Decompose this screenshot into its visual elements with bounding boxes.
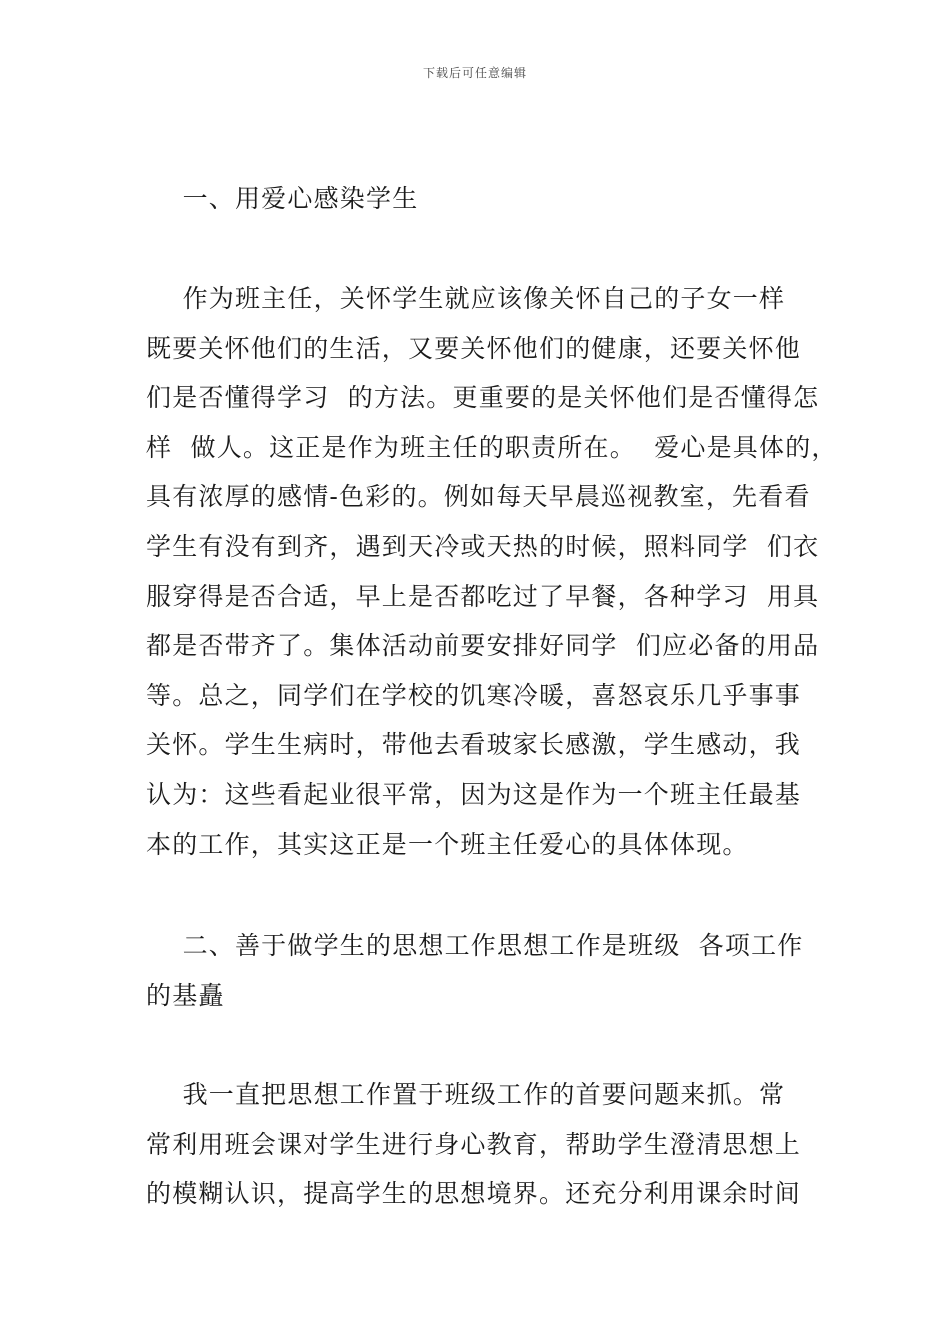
text-line: 作为班主任，关怀学生就应该像关怀自己的子女一样 [146,284,786,313]
paragraph-1 [146,274,838,869]
text-line: 样 做人。这正是作为班主任的职责所在。 爱心是具体的， [146,432,838,462]
paragraph-2 [146,1070,816,1219]
text-line: 常利用班会课对学生进行身心教育，帮助学生澄清思想上 [146,1129,802,1159]
text-line: 们是否懂得学习 的方法。更重要的是关怀他们是否懂得怎 [146,383,820,413]
text-line: 学生有没有到齐，遇到天冷或天热的时候，照料同学 们衣 [146,531,820,561]
section-heading-1 [146,174,816,224]
page-header: 下载后可任意编辑 [422,66,527,80]
text-line: 等。总之，同学们在学校的饥寒冷暖，喜怒哀乐几乎事事 [146,680,802,710]
text-line: 具有浓厚的感情-色彩的。例如每天早晨巡视教室，先看看 [146,482,811,512]
text-line: 二、善于做学生的思想工作思想工作是班级 各项工作 [146,931,804,960]
section-heading-2 [146,921,816,1020]
text-line: 认为：这些看起业很平常，因为这是作为一个班主任最基 [146,779,802,809]
text-line: 本的工作，其实这正是一个班主任爱心的具体体现。 [146,829,749,859]
text-line: 既要关怀他们的生活，又要关怀他们的健康，还要关怀他 [146,333,802,363]
text-line: 的基矗 [146,980,225,1010]
text-line: 服穿得是否合适，早上是否都吃过了早餐，各种学习 用具 [146,581,820,611]
text-line: 一、用爱心感染学生 [146,184,419,213]
text-line: 的模糊认识，提高学生的思想境界。还充分利用课余时间 [146,1179,802,1209]
text-line: 关怀。学生生病时，带他去看玻家长感激，学生感动，我 [146,730,802,760]
text-line: 我一直把思想工作置于班级工作的首要问题来抓。常 [146,1080,786,1109]
text-line: 都是否带齐了。集体活动前要安排好同学 们应必备的用品 [146,631,820,661]
